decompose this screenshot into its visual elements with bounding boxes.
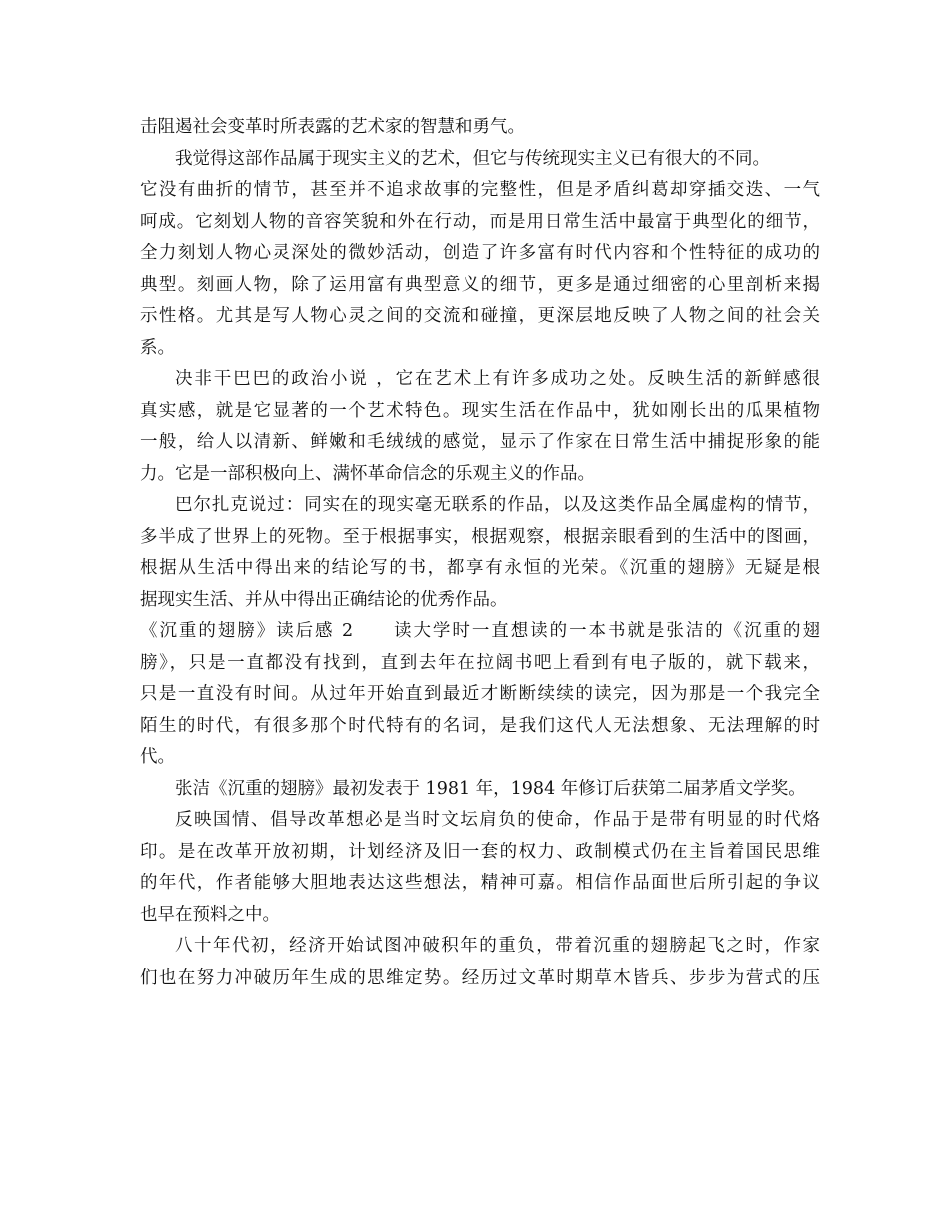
text-line: 它没有曲折的情节，甚至并不追求故事的完整性，但是矛盾纠葛却穿插交迭、一气: [140, 180, 820, 200]
text-line: 八十年代初，经济开始试图冲破积年的重负，带着沉重的翅膀起飞之时，作家: [175, 936, 820, 956]
text-line: 真实感，就是它显著的一个艺术特色。现实生活在作品中，犹如刚长出的瓜果植物: [140, 400, 820, 421]
text-line: 膀》，只是一直都没有找到，直到去年在拉阔书吧上看到有电子版的，就下载来，: [140, 652, 820, 673]
text-line: 呵成。它刻划人物的音容笑貌和外在行动，而是用日常生活中最富于典型化的细节，: [140, 211, 820, 232]
text-line: 也早在预料之中。: [140, 904, 280, 925]
text-line: 只是一直没有时间。从过年开始直到最近才断断续续的读完，因为那是一个我完全: [140, 684, 820, 704]
text-line: 的年代，作者能够大胆地表达这些想法，精神可嘉。相信作品面世后所引起的争议: [140, 873, 820, 893]
text-line: 代。: [140, 747, 175, 767]
text-line: 决非干巴巴的政治小说 ，它在艺术上有许多成功之处。反映生活的新鲜感很: [175, 369, 820, 389]
text-line: 据现实生活、并从中得出正确结论的优秀作品。: [140, 589, 508, 610]
text-line: 张洁《沉重的翅膀》最初发表于 1981 年，1984 年修订后获第二届茅盾文学奖。: [175, 778, 806, 799]
text-line: 们也在努力冲破历年生成的思维定势。经历过文革时期草木皆兵、步步为营式的压: [140, 967, 820, 988]
text-line: 击阻遏社会变革时所表露的艺术家的智慧和勇气。: [140, 117, 525, 137]
text-line: 示性格。尤其是写人物心灵之间的交流和碰撞，更深层地反映了人物之间的社会关: [140, 306, 820, 326]
text-line: 我觉得这部作品属于现实主义的艺术，但它与传统现实主义已有很大的不同。: [175, 148, 770, 169]
document-body: [140, 112, 820, 994]
text-line: 力。它是一部积极向上、满怀革命信念的乐观主义的作品。: [140, 463, 595, 484]
text-line: 典型。刻画人物，除了运用富有典型意义的细节，更多是通过细密的心里剖析来揭: [140, 274, 820, 295]
text-line: 一般，给人以清新、鲜嫩和毛绒绒的感觉，显示了作家在日常生活中捕捉形象的能: [140, 432, 820, 452]
text-line: 印。是在改革开放初期，计划经济及旧一套的权力、政制模式仍在主旨着国民思维: [140, 841, 820, 862]
text-line: 全力刻划人物心灵深处的微妙活动，创造了许多富有时代内容和个性特征的成功的: [140, 243, 820, 263]
text-line: 《沉重的翅膀》读后感 2 读大学时一直想读的一本书就是张洁的《沉重的翅: [140, 621, 820, 641]
text-line: 根据从生活中得出来的结论写的书，都享有永恒的光荣。《沉重的翅膀》无疑是根: [140, 558, 820, 578]
text-line: 多半成了世界上的死物。至于根据事实，根据观察，根据亲眼看到的生活中的图画，: [140, 526, 820, 547]
text-line: 陌生的时代，有很多那个时代特有的名词，是我们这代人无法想象、无法理解的时: [140, 715, 820, 736]
text-line: 巴尔扎克说过：同实在的现实毫无联系的作品，以及这类作品全属虚构的情节，: [175, 495, 820, 515]
text-line: 系。: [140, 337, 175, 358]
text-line: 反映国情、倡导改革想必是当时文坛肩负的使命，作品于是带有明显的时代烙: [175, 810, 820, 830]
